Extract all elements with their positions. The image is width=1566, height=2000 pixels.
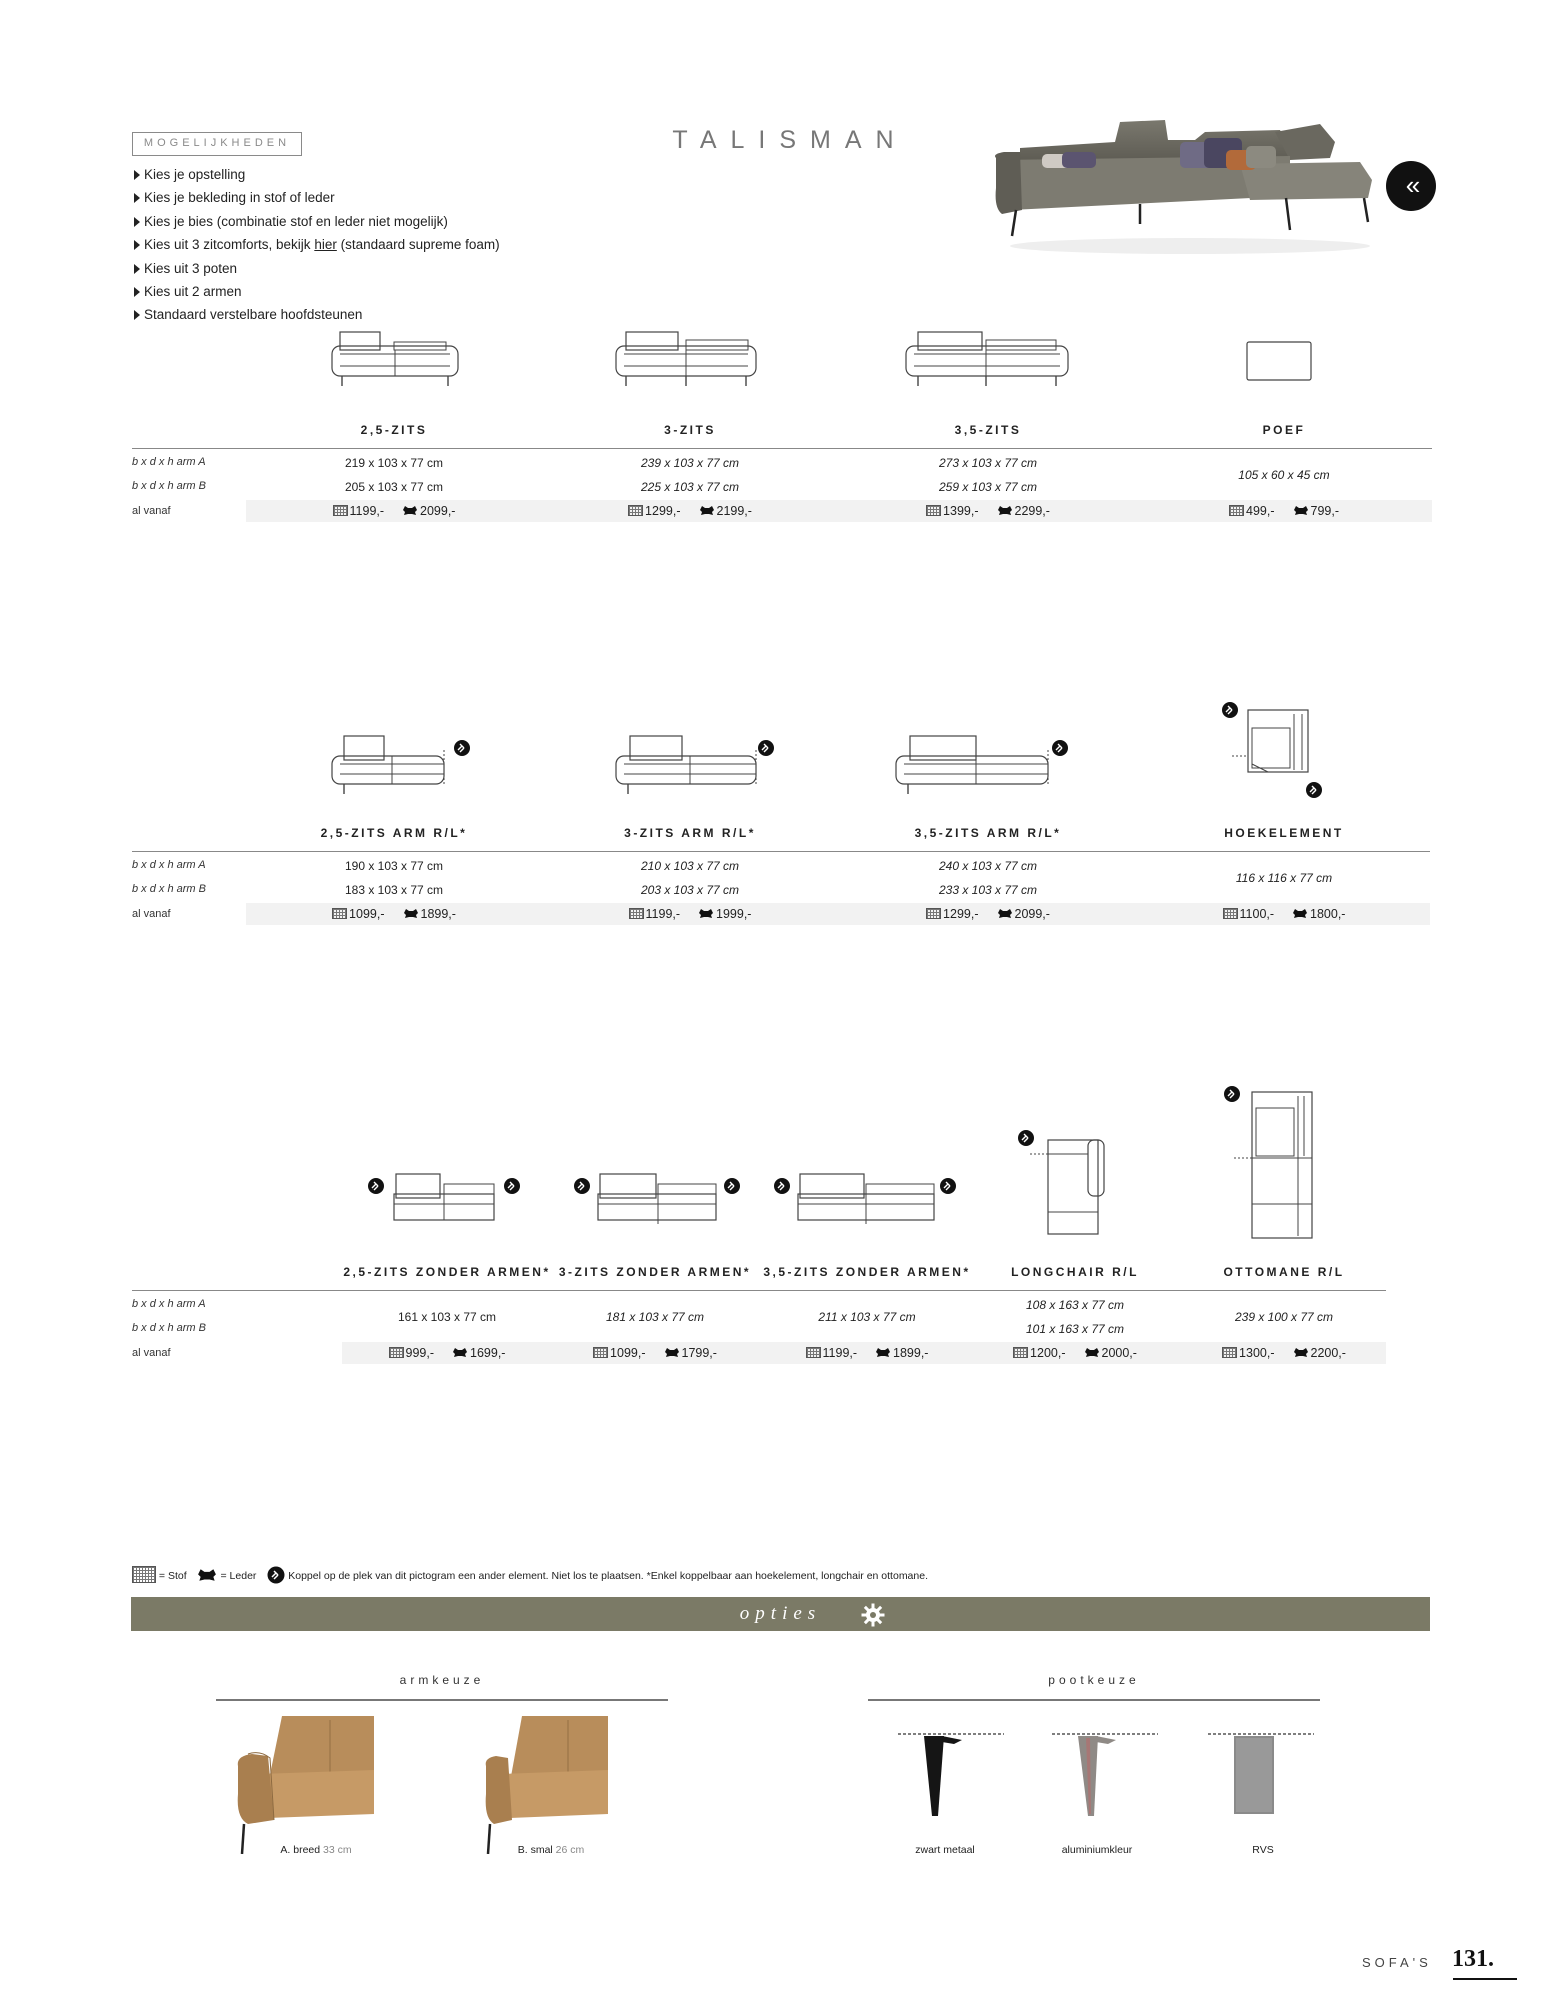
diagram-3-5-zits-arm <box>892 730 1074 796</box>
leather-icon <box>196 1568 218 1582</box>
dimension-single: 239 x 100 x 77 cm <box>1234 1310 1334 1324</box>
price-cell <box>1184 903 1384 925</box>
leg-choice-divider <box>868 1699 1320 1701</box>
option-item: Kies uit 3 poten <box>132 257 500 280</box>
option-item: Standaard verstelbare hoofdsteunen <box>132 303 500 326</box>
price-fabric: 1199,- <box>349 504 385 518</box>
legend-leather: = Leder <box>220 1570 257 1582</box>
dimension-single: 211 x 103 x 77 cm <box>818 1310 916 1324</box>
price-cell <box>590 903 790 925</box>
diagram-3-zits <box>612 330 760 390</box>
price-leather: 2099,- <box>1014 907 1050 921</box>
back-button[interactable]: « <box>1386 161 1436 211</box>
link-icon <box>267 1566 285 1584</box>
price-leather: 1699,- <box>470 1346 506 1360</box>
diagram-poef <box>1245 340 1313 382</box>
arm-wide-label: A. breed <box>280 1844 321 1856</box>
dimension-single: 161 x 103 x 77 cm <box>397 1310 497 1324</box>
product-name: 2,5-ZITS ZONDER ARMEN* <box>343 1265 551 1279</box>
price-cell <box>294 903 494 925</box>
price-fabric: 1399,- <box>943 504 979 518</box>
price-cell <box>767 1342 967 1364</box>
product-name: 2,5-ZITS ARM R/L* <box>320 826 468 840</box>
dimension-arm-a: 273 x 103 x 77 cm <box>938 456 1038 470</box>
fabric-icon <box>1013 1347 1028 1358</box>
dimension-arm-a: 190 x 103 x 77 cm <box>344 859 444 873</box>
diagram-hoekelement <box>1218 698 1338 802</box>
fabric-icon <box>926 505 941 516</box>
diagram-2-5-zits <box>326 330 464 390</box>
price-fabric: 1199,- <box>822 1346 858 1360</box>
price-leather: 1799,- <box>681 1346 717 1360</box>
dimension-arm-a: 219 x 103 x 77 cm <box>344 456 444 470</box>
price-fabric: 1299,- <box>645 504 681 518</box>
legend <box>132 1566 928 1586</box>
sofa-hero-image <box>990 118 1380 258</box>
price-leather: 1899,- <box>420 907 456 921</box>
leather-icon <box>1292 908 1308 919</box>
options-title: opties <box>739 1603 822 1624</box>
fabric-icon <box>806 1347 821 1358</box>
dimension-arm-b: 259 x 103 x 77 cm <box>938 480 1038 494</box>
leather-icon <box>1084 1347 1100 1358</box>
leg-option-label: zwart metaal <box>915 1844 975 1856</box>
product-name: POEF <box>1262 423 1306 437</box>
option-item: Kies je bies (combinatie stof en leder niet mogelijk) <box>132 210 500 233</box>
leather-icon <box>1293 505 1309 516</box>
price-fabric: 1099,- <box>610 1346 646 1360</box>
diagram-ottomane <box>1220 1082 1332 1242</box>
price-fabric: 499,- <box>1246 504 1275 518</box>
dimension-arm-a: 240 x 103 x 77 cm <box>938 859 1038 873</box>
arm-wide-caption <box>246 1844 386 1856</box>
legend-fabric: = Stof <box>158 1570 187 1582</box>
price-leather: 2200,- <box>1310 1346 1346 1360</box>
leather-icon <box>1293 1347 1309 1358</box>
option-item: Kies je opstelling <box>132 163 500 186</box>
price-leather: 1899,- <box>893 1346 929 1360</box>
fabric-icon <box>628 505 643 516</box>
dimension-arm-a: 108 x 163 x 77 cm <box>1025 1298 1125 1312</box>
dimension-single: 181 x 103 x 77 cm <box>605 1310 705 1324</box>
fabric-icon <box>332 908 347 919</box>
row-label-price: al vanaf <box>132 505 171 517</box>
fabric-icon <box>1229 505 1244 516</box>
leather-icon <box>875 1347 891 1358</box>
arm-narrow-label: B. smal <box>517 1844 553 1856</box>
option-item: Kies je bekleding in stof of leder <box>132 186 500 209</box>
options-list <box>132 163 500 327</box>
table-divider <box>132 851 1430 852</box>
diagram-3-5-zits <box>902 330 1072 390</box>
price-leather: 1800,- <box>1310 907 1346 921</box>
option-item <box>132 233 500 256</box>
comfort-link[interactable]: hier <box>314 237 337 253</box>
price-fabric: 1199,- <box>645 907 681 921</box>
table-divider <box>132 1290 1386 1291</box>
fabric-icon <box>629 908 644 919</box>
row-label-price: al vanaf <box>132 908 171 920</box>
price-leather: 2199,- <box>716 504 752 518</box>
arm-narrow-caption <box>481 1844 621 1856</box>
leather-icon <box>403 908 419 919</box>
leg-aluminium-image <box>1050 1730 1160 1822</box>
leather-icon <box>997 505 1013 516</box>
diagram-3-zits-zonder-armen <box>572 1168 742 1228</box>
price-cell <box>975 1342 1175 1364</box>
fabric-icon <box>593 1347 608 1358</box>
dimension-single: 105 x 60 x 45 cm <box>1238 468 1330 482</box>
arm-narrow-size: 26 cm <box>555 1844 585 1856</box>
row-label-arm-b: b x d x h arm B <box>132 480 206 492</box>
leather-icon <box>997 908 1013 919</box>
arm-wide-image <box>234 1714 374 1854</box>
legend-link-text: Koppel op de plek van dit pictogram een ander element. Niet los te plaatsen. *Enkel koppelbaar aan hoekelement, longchair en ottomane. <box>288 1570 928 1582</box>
price-cell <box>888 903 1088 925</box>
price-fabric: 1100,- <box>1239 907 1275 921</box>
row-label-arm-a: b x d x h arm A <box>132 859 206 871</box>
dimension-arm-b: 205 x 103 x 77 cm <box>344 480 444 494</box>
price-fabric: 999,- <box>405 1346 435 1360</box>
table-divider <box>132 448 1432 449</box>
dimension-single: 116 x 116 x 77 cm <box>1235 871 1333 885</box>
diagram-longchair <box>1012 1124 1122 1240</box>
product-name: 2,5-ZITS <box>360 423 428 437</box>
fabric-icon <box>333 505 348 516</box>
arm-choice-divider <box>216 1699 668 1701</box>
price-fabric: 1099,- <box>349 907 385 921</box>
leg-option-label: aluminiumkleur <box>1061 1844 1133 1856</box>
leather-icon <box>664 1347 680 1358</box>
price-cell <box>590 500 790 522</box>
option-text: Kies uit 3 zitcomforts, bekijk <box>144 237 315 253</box>
dimension-arm-b: 183 x 103 x 77 cm <box>344 883 444 897</box>
fabric-icon <box>132 1566 156 1583</box>
arm-narrow-image <box>478 1714 608 1854</box>
page-number: 131. <box>1452 1946 1494 1972</box>
product-name: 3,5-ZITS ZONDER ARMEN* <box>763 1265 971 1279</box>
section-label: SOFA'S <box>1362 1955 1432 1970</box>
leather-icon <box>699 505 715 516</box>
dimension-arm-b: 101 x 163 x 77 cm <box>1025 1322 1125 1336</box>
row-label-arm-a: b x d x h arm A <box>132 1298 206 1310</box>
product-name: HOEKELEMENT <box>1224 826 1344 840</box>
price-cell <box>1184 500 1384 522</box>
fabric-icon <box>926 908 941 919</box>
price-leather: 2299,- <box>1014 504 1050 518</box>
diagram-3-zits-arm <box>612 730 782 796</box>
price-leather: 799,- <box>1310 504 1339 518</box>
row-label-arm-b: b x d x h arm B <box>132 883 206 895</box>
product-name: 3,5-ZITS ARM R/L* <box>914 826 1062 840</box>
row-label-arm-a: b x d x h arm A <box>132 456 206 468</box>
arm-choice-title: armkeuze <box>399 1673 485 1687</box>
dimension-arm-b: 225 x 103 x 77 cm <box>640 480 740 494</box>
row-label-price: al vanaf <box>132 1347 171 1359</box>
product-name: 3,5-ZITS <box>954 423 1022 437</box>
diagram-2-5-zits-arm <box>326 730 476 796</box>
possibilities-badge: MOGELIJKHEDEN <box>132 132 302 156</box>
dimension-arm-b: 203 x 103 x 77 cm <box>640 883 740 897</box>
price-fabric: 1300,- <box>1239 1346 1275 1360</box>
leather-icon <box>402 505 418 516</box>
fabric-icon <box>1222 1347 1237 1358</box>
leather-icon <box>452 1347 468 1358</box>
price-cell <box>555 1342 755 1364</box>
options-bar <box>131 1597 1430 1631</box>
leg-choice-title: pootkeuze <box>1048 1673 1140 1687</box>
leather-icon <box>698 908 714 919</box>
price-leather: 2099,- <box>420 504 456 518</box>
row-label-arm-b: b x d x h arm B <box>132 1322 206 1334</box>
dimension-arm-a: 210 x 103 x 77 cm <box>640 859 740 873</box>
leg-rvs-image <box>1206 1730 1316 1822</box>
product-name: LONGCHAIR R/L <box>1011 1265 1139 1279</box>
price-cell <box>888 500 1088 522</box>
price-leather: 2000,- <box>1101 1346 1137 1360</box>
price-cell <box>347 1342 547 1364</box>
price-leather: 1999,- <box>716 907 752 921</box>
dimension-arm-a: 239 x 103 x 77 cm <box>640 456 740 470</box>
product-name: 3-ZITS ARM R/L* <box>624 826 756 840</box>
diagram-3-5-zits-zonder-armen <box>772 1168 958 1228</box>
fabric-icon <box>389 1347 404 1358</box>
product-name: OTTOMANE R/L <box>1223 1265 1345 1279</box>
product-name: 3-ZITS ZONDER ARMEN* <box>558 1265 752 1279</box>
diagram-2-5-zits-zonder-armen <box>366 1168 522 1224</box>
price-cell <box>1184 1342 1384 1364</box>
option-item: Kies uit 2 armen <box>132 280 500 303</box>
fabric-icon <box>1223 908 1238 919</box>
arm-wide-size: 33 cm <box>323 1844 352 1856</box>
collection-title: TALISMAN <box>672 126 908 154</box>
price-fabric: 1299,- <box>943 907 979 921</box>
leg-option-label: RVS <box>1252 1844 1274 1856</box>
page-number-underline <box>1453 1978 1517 1980</box>
product-name: 3-ZITS <box>664 423 716 437</box>
leg-black-metal-image <box>896 1730 1006 1822</box>
price-cell <box>294 500 494 522</box>
price-fabric: 1200,- <box>1030 1346 1066 1360</box>
option-text-suffix: (standaard supreme foam) <box>336 237 500 253</box>
dimension-arm-b: 233 x 103 x 77 cm <box>938 883 1038 897</box>
